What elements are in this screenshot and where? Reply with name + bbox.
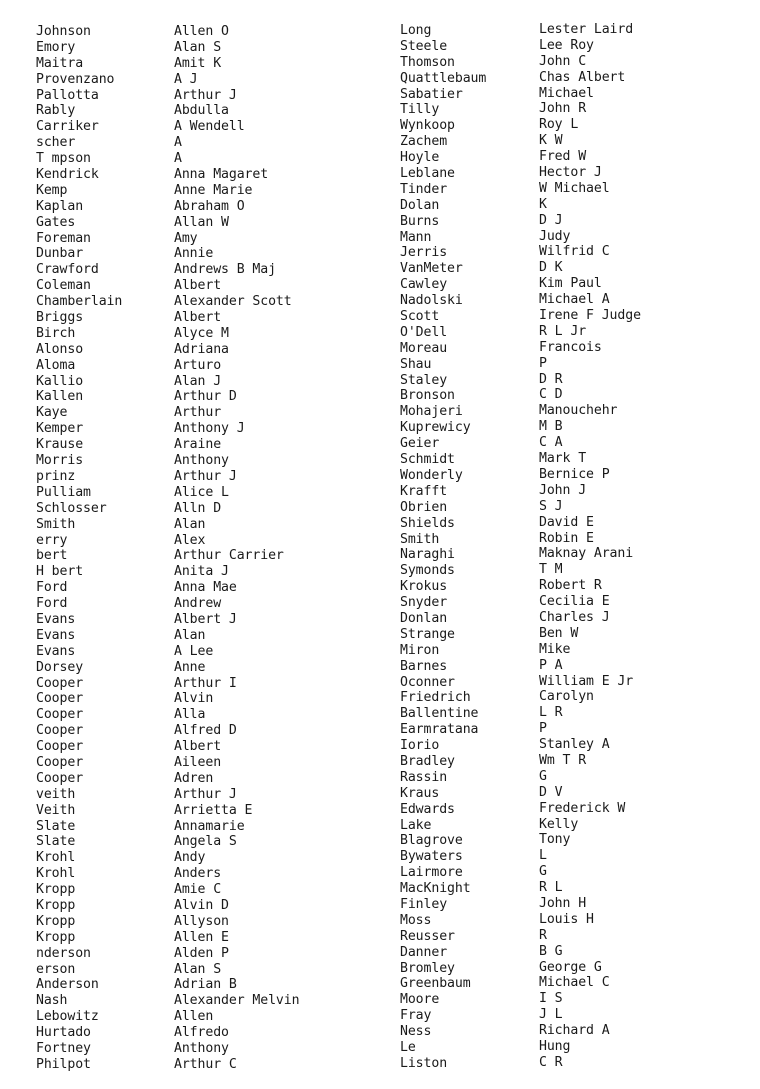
surname-entry: Strange bbox=[400, 626, 455, 642]
surname-entry: Kuprewicy bbox=[400, 420, 471, 436]
surname-entry: Wynkoop bbox=[400, 118, 455, 134]
given-name-entry: John J bbox=[539, 482, 587, 498]
surname-entry: prinz bbox=[36, 468, 76, 484]
surname-entry: Dunbar bbox=[36, 246, 84, 262]
given-name-entry: W Michael bbox=[539, 180, 610, 196]
surname-entry: Kendrick bbox=[36, 167, 99, 183]
given-name-entry: Frederick W bbox=[539, 800, 626, 816]
given-name-entry: Amie C bbox=[174, 882, 222, 898]
given-name-entry: R bbox=[539, 927, 547, 943]
surname-entry: Krause bbox=[36, 437, 84, 453]
given-name-entry: Allen E bbox=[174, 929, 229, 945]
given-name-entry: G bbox=[539, 864, 547, 880]
given-name-entry: Amit K bbox=[174, 55, 222, 71]
surname-entry: Emory bbox=[36, 39, 76, 55]
given-name-entry: Anne bbox=[174, 659, 206, 675]
surname-entry: Alonso bbox=[36, 341, 84, 357]
surname-entry: Scott bbox=[400, 309, 440, 325]
surname-entry: Bradley bbox=[400, 753, 455, 769]
given-name-entry: Arturo bbox=[174, 357, 222, 373]
given-name-entry: I S bbox=[539, 991, 563, 1007]
surname-entry: Kaplan bbox=[36, 198, 84, 214]
surname-entry: Symonds bbox=[400, 563, 455, 579]
right-given-name-column bbox=[539, 22, 641, 1071]
given-name-entry: Louis H bbox=[539, 911, 594, 927]
given-name-entry: Albert J bbox=[174, 611, 237, 627]
given-name-entry: L bbox=[539, 848, 547, 864]
given-name-entry: A bbox=[174, 135, 182, 151]
given-name-entry: Ben W bbox=[539, 625, 579, 641]
given-name-entry: Roy L bbox=[539, 117, 579, 133]
given-name-entry: Albert bbox=[174, 278, 222, 294]
given-name-entry: D R bbox=[539, 371, 563, 387]
surname-entry: Staley bbox=[400, 372, 448, 388]
surname-entry: Krokus bbox=[400, 579, 448, 595]
surname-entry: Ford bbox=[36, 596, 68, 612]
surname-entry: Pallotta bbox=[36, 87, 99, 103]
given-name-entry: Allen O bbox=[174, 24, 229, 39]
surname-entry: Hoyle bbox=[400, 150, 440, 166]
surname-entry: Kemp bbox=[36, 182, 68, 198]
surname-entry: Crawford bbox=[36, 262, 99, 278]
surname-entry: Geier bbox=[400, 436, 440, 452]
given-name-entry: Adren bbox=[174, 770, 214, 786]
surname-entry: scher bbox=[36, 135, 76, 151]
given-name-entry: Allan W bbox=[174, 214, 229, 230]
surname-entry: Iorio bbox=[400, 738, 440, 754]
surname-entry: Slate bbox=[36, 818, 76, 834]
given-name-entry: A J bbox=[174, 71, 198, 87]
given-name-entry: Annie bbox=[174, 246, 214, 262]
surname-entry: Kropp bbox=[36, 913, 76, 929]
surname-entry: Tinder bbox=[400, 181, 448, 197]
surname-entry: Danner bbox=[400, 944, 448, 960]
surname-entry: Blagrove bbox=[400, 833, 463, 849]
given-name-entry: P A bbox=[539, 657, 563, 673]
given-name-entry: Anne Marie bbox=[174, 182, 253, 198]
given-name-entry: Alln D bbox=[174, 500, 222, 516]
given-name-entry: Lee Roy bbox=[539, 37, 594, 53]
given-name-entry: Robert R bbox=[539, 578, 602, 594]
given-name-entry: Aileen bbox=[174, 754, 222, 770]
given-name-entry: R L Jr bbox=[539, 323, 587, 339]
surname-entry: Greenbaum bbox=[400, 976, 471, 992]
surname-entry: Schmidt bbox=[400, 452, 455, 468]
given-name-entry: Andrews B Maj bbox=[174, 262, 276, 278]
surname-entry: erry bbox=[36, 532, 68, 548]
surname-entry: Kaye bbox=[36, 405, 68, 421]
given-name-entry: Alvin D bbox=[174, 897, 229, 913]
surname-entry: Kropp bbox=[36, 897, 76, 913]
given-name-entry: Annamarie bbox=[174, 818, 245, 834]
given-name-entry: Arthur C bbox=[174, 1056, 237, 1072]
surname-entry: Moss bbox=[400, 912, 432, 928]
given-name-entry: Anna Mae bbox=[174, 580, 237, 596]
surname-entry: Morris bbox=[36, 453, 84, 469]
surname-entry: Shields bbox=[400, 515, 455, 531]
surname-entry: Obrien bbox=[400, 499, 448, 515]
surname-entry: Carriker bbox=[36, 119, 99, 135]
surname-entry: Barnes bbox=[400, 658, 448, 674]
surname-entry: Lebowitz bbox=[36, 1009, 99, 1025]
given-name-entry: David E bbox=[539, 514, 594, 530]
surname-entry: Johnson bbox=[36, 24, 91, 39]
given-name-entry: Irene F Judge bbox=[539, 308, 641, 324]
surname-entry: Krohl bbox=[36, 866, 76, 882]
given-name-entry: D V bbox=[539, 784, 563, 800]
given-name-entry: A Lee bbox=[174, 643, 214, 659]
given-name-entry: Anthony J bbox=[174, 421, 245, 437]
surname-entry: Slate bbox=[36, 834, 76, 850]
surname-entry: Mohajeri bbox=[400, 404, 463, 420]
surname-entry: Liston bbox=[400, 1055, 448, 1071]
given-name-entry: Arthur Carrier bbox=[174, 548, 284, 564]
given-name-entry: Arthur J bbox=[174, 87, 237, 103]
surname-entry: Cooper bbox=[36, 691, 84, 707]
surname-entry: Long bbox=[400, 23, 432, 38]
given-name-entry: Charles J bbox=[539, 609, 610, 625]
given-name-entry: Wm T R bbox=[539, 752, 587, 768]
given-name-entry: Anna Magaret bbox=[174, 167, 269, 183]
given-name-entry: K W bbox=[539, 133, 563, 149]
given-name-entry: Amy bbox=[174, 230, 198, 246]
surname-entry: Lake bbox=[400, 817, 432, 833]
given-name-entry: A Wendell bbox=[174, 119, 245, 135]
given-name-entry: John C bbox=[539, 53, 587, 69]
surname-entry: Oconner bbox=[400, 674, 455, 690]
surname-entry: Thomson bbox=[400, 54, 455, 70]
given-name-entry: G bbox=[539, 768, 547, 784]
surname-entry: Ford bbox=[36, 580, 68, 596]
surname-entry: Jerris bbox=[400, 245, 448, 261]
given-name-entry: Hector J bbox=[539, 165, 602, 181]
surname-entry: Kallen bbox=[36, 389, 84, 405]
surname-entry: Fray bbox=[400, 1008, 432, 1024]
given-name-entry: S J bbox=[539, 498, 563, 514]
given-name-entry: P bbox=[539, 721, 547, 737]
surname-entry: Lairmore bbox=[400, 865, 463, 881]
given-name-entry: B G bbox=[539, 943, 563, 959]
surname-entry: Rassin bbox=[400, 769, 448, 785]
given-name-entry: Hung bbox=[539, 1039, 571, 1054]
given-name-entry: Alan S bbox=[174, 39, 222, 55]
given-name-entry: C A bbox=[539, 435, 563, 451]
given-name-entry: Arthur J bbox=[174, 468, 237, 484]
given-name-entry: George G bbox=[539, 959, 602, 975]
surname-entry: Kallio bbox=[36, 373, 84, 389]
given-name-entry: Alyce M bbox=[174, 325, 229, 341]
given-name-entry: Michael A bbox=[539, 292, 610, 308]
surname-entry: Smith bbox=[400, 531, 440, 547]
given-name-entry: Alfredo bbox=[174, 1025, 229, 1041]
surname-entry: Friedrich bbox=[400, 690, 471, 706]
surname-entry: Cooper bbox=[36, 754, 84, 770]
given-name-entry: Alla bbox=[174, 707, 206, 723]
given-name-entry: Judy bbox=[539, 228, 571, 244]
given-name-entry: Bernice P bbox=[539, 466, 610, 482]
given-name-entry: Araine bbox=[174, 437, 222, 453]
given-name-entry: Albert bbox=[174, 310, 222, 326]
surname-entry: Smith bbox=[36, 516, 76, 532]
surname-entry: Kemper bbox=[36, 421, 84, 437]
given-name-entry: A bbox=[174, 151, 182, 167]
given-name-entry: Andy bbox=[174, 850, 206, 866]
surname-entry: Dolan bbox=[400, 197, 440, 213]
surname-entry: Ballentine bbox=[400, 706, 479, 722]
given-name-entry: Mike bbox=[539, 641, 571, 657]
given-name-entry: Angela S bbox=[174, 834, 237, 850]
surname-entry: Dorsey bbox=[36, 659, 84, 675]
surname-entry: Briggs bbox=[36, 310, 84, 326]
surname-entry: Nadolski bbox=[400, 293, 463, 309]
surname-entry: Naraghi bbox=[400, 547, 455, 563]
surname-entry: bert bbox=[36, 548, 68, 564]
given-name-entry: Maknay Arani bbox=[539, 546, 634, 562]
surname-entry: Finley bbox=[400, 896, 448, 912]
left-given-name-column bbox=[174, 24, 299, 1073]
surname-entry: Donlan bbox=[400, 610, 448, 626]
given-name-entry: Alexander Melvin bbox=[174, 993, 300, 1009]
surname-entry: Sabatier bbox=[400, 86, 463, 102]
surname-entry: Evans bbox=[36, 643, 76, 659]
surname-entry: Coleman bbox=[36, 278, 91, 294]
given-name-entry: John H bbox=[539, 895, 587, 911]
given-name-entry: D K bbox=[539, 260, 563, 276]
given-name-entry: C R bbox=[539, 1054, 563, 1070]
given-name-entry: Alfred D bbox=[174, 723, 237, 739]
given-name-entry: Tony bbox=[539, 832, 571, 848]
surname-entry: Krohl bbox=[36, 850, 76, 866]
surname-entry: Evans bbox=[36, 627, 76, 643]
surname-entry: T mpson bbox=[36, 151, 91, 167]
given-name-entry: Alden P bbox=[174, 945, 229, 961]
given-name-entry: J L bbox=[539, 1007, 563, 1023]
surname-entry: Maitra bbox=[36, 55, 84, 71]
surname-entry: Earmratana bbox=[400, 722, 479, 738]
surname-entry: MacKnight bbox=[400, 881, 471, 897]
given-name-entry: Francois bbox=[539, 339, 602, 355]
given-name-entry: Alex bbox=[174, 532, 206, 548]
given-name-entry: Mark T bbox=[539, 451, 587, 467]
surname-entry: Le bbox=[400, 1040, 416, 1055]
surname-entry: Cooper bbox=[36, 770, 84, 786]
surname-entry: Burns bbox=[400, 213, 440, 229]
surname-entry: Krafft bbox=[400, 483, 448, 499]
given-name-entry: L R bbox=[539, 705, 563, 721]
surname-entry: Zachem bbox=[400, 134, 448, 150]
surname-entry: Cooper bbox=[36, 675, 84, 691]
given-name-entry: Alan J bbox=[174, 373, 222, 389]
given-name-entry: Wilfrid C bbox=[539, 244, 610, 260]
given-name-entry: Carolyn bbox=[539, 689, 594, 705]
surname-entry: Kropp bbox=[36, 929, 76, 945]
surname-entry: Kraus bbox=[400, 785, 440, 801]
given-name-entry: Robin E bbox=[539, 530, 594, 546]
given-name-entry: Arthur D bbox=[174, 389, 237, 405]
given-name-entry: Anita J bbox=[174, 564, 229, 580]
given-name-entry: Andrew bbox=[174, 596, 222, 612]
given-name-entry: M B bbox=[539, 419, 563, 435]
given-name-entry: Arthur J bbox=[174, 786, 237, 802]
given-name-entry: Anders bbox=[174, 866, 222, 882]
surname-entry: Provenzano bbox=[36, 71, 115, 87]
surname-entry: veith bbox=[36, 786, 76, 802]
given-name-entry: T M bbox=[539, 562, 563, 578]
given-name-entry: Allyson bbox=[174, 913, 229, 929]
given-name-entry: Alan bbox=[174, 627, 206, 643]
surname-entry: Veith bbox=[36, 802, 76, 818]
surname-entry: Birch bbox=[36, 325, 76, 341]
surname-entry: Nash bbox=[36, 993, 68, 1009]
surname-entry: Mann bbox=[400, 229, 432, 245]
surname-entry: Leblane bbox=[400, 166, 455, 182]
given-name-entry: Kim Paul bbox=[539, 276, 602, 292]
given-name-entry: Allen bbox=[174, 1009, 214, 1025]
surname-entry: Wonderly bbox=[400, 467, 463, 483]
given-name-entry: C D bbox=[539, 387, 563, 403]
given-name-entry: Arthur bbox=[174, 405, 222, 421]
surname-entry: nderson bbox=[36, 945, 91, 961]
surname-entry: erson bbox=[36, 961, 76, 977]
given-name-entry: Arrietta E bbox=[174, 802, 253, 818]
surname-entry: Pulliam bbox=[36, 484, 91, 500]
given-name-entry: P bbox=[539, 355, 547, 371]
surname-entry: Snyder bbox=[400, 595, 448, 611]
surname-entry: Philpot bbox=[36, 1056, 91, 1072]
right-surname-column bbox=[400, 23, 486, 1072]
surname-entry: Chamberlain bbox=[36, 294, 123, 310]
given-name-entry: Michael C bbox=[539, 975, 610, 991]
given-name-entry: Cecilia E bbox=[539, 594, 610, 610]
given-name-entry: Abdulla bbox=[174, 103, 229, 119]
surname-entry: Aloma bbox=[36, 357, 76, 373]
given-name-entry: John R bbox=[539, 101, 587, 117]
given-name-entry: Alice L bbox=[174, 484, 229, 500]
surname-entry: Anderson bbox=[36, 977, 99, 993]
given-name-entry: Arthur I bbox=[174, 675, 237, 691]
surname-entry: H bert bbox=[36, 564, 84, 580]
given-name-entry: Albert bbox=[174, 739, 222, 755]
given-name-entry: Alexander Scott bbox=[174, 294, 292, 310]
surname-entry: Quattlebaum bbox=[400, 70, 487, 86]
surname-entry: Rably bbox=[36, 103, 76, 119]
surname-entry: Kropp bbox=[36, 882, 76, 898]
given-name-entry: Alvin bbox=[174, 691, 214, 707]
given-name-entry: Chas Albert bbox=[539, 69, 626, 85]
given-name-entry: Adrian B bbox=[174, 977, 237, 993]
given-name-entry: D J bbox=[539, 212, 563, 228]
surname-entry: Schlosser bbox=[36, 500, 107, 516]
given-name-entry: Anthony bbox=[174, 1041, 229, 1056]
surname-entry: Miron bbox=[400, 642, 440, 658]
surname-entry: Bywaters bbox=[400, 849, 463, 865]
surname-entry: Shau bbox=[400, 356, 432, 372]
surname-entry: Gates bbox=[36, 214, 76, 230]
surname-entry: Foreman bbox=[36, 230, 91, 246]
given-name-entry: Michael bbox=[539, 85, 594, 101]
given-name-entry: Anthony bbox=[174, 453, 229, 469]
given-name-entry: Abraham O bbox=[174, 198, 245, 214]
surname-entry: Cooper bbox=[36, 707, 84, 723]
surname-entry: O'Dell bbox=[400, 324, 448, 340]
given-name-entry: Alan bbox=[174, 516, 206, 532]
given-name-entry: Richard A bbox=[539, 1023, 610, 1039]
surname-entry: Fortney bbox=[36, 1041, 91, 1056]
surname-entry: Moreau bbox=[400, 340, 448, 356]
surname-entry: Bronson bbox=[400, 388, 455, 404]
given-name-entry: Adriana bbox=[174, 341, 229, 357]
given-name-entry: Alan S bbox=[174, 961, 222, 977]
surname-entry: Cooper bbox=[36, 723, 84, 739]
given-name-entry: Fred W bbox=[539, 149, 587, 165]
given-name-entry: William E Jr bbox=[539, 673, 634, 689]
surname-entry: Hurtado bbox=[36, 1025, 91, 1041]
given-name-entry: Kelly bbox=[539, 816, 579, 832]
given-name-entry: Lester Laird bbox=[539, 22, 634, 37]
surname-entry: Tilly bbox=[400, 102, 440, 118]
surname-entry: Ness bbox=[400, 1024, 432, 1040]
surname-entry: VanMeter bbox=[400, 261, 463, 277]
surname-entry: Bromley bbox=[400, 960, 455, 976]
given-name-entry: K bbox=[539, 196, 547, 212]
given-name-entry: Stanley A bbox=[539, 737, 610, 753]
left-surname-column bbox=[36, 24, 122, 1073]
surname-entry: Moore bbox=[400, 992, 440, 1008]
surname-entry: Edwards bbox=[400, 801, 455, 817]
surname-entry: Steele bbox=[400, 38, 448, 54]
surname-entry: Reusser bbox=[400, 928, 455, 944]
surname-entry: Cawley bbox=[400, 277, 448, 293]
surname-entry: Evans bbox=[36, 611, 76, 627]
surname-entry: Cooper bbox=[36, 739, 84, 755]
given-name-entry: R L bbox=[539, 880, 563, 896]
given-name-entry: Manouchehr bbox=[539, 403, 618, 419]
